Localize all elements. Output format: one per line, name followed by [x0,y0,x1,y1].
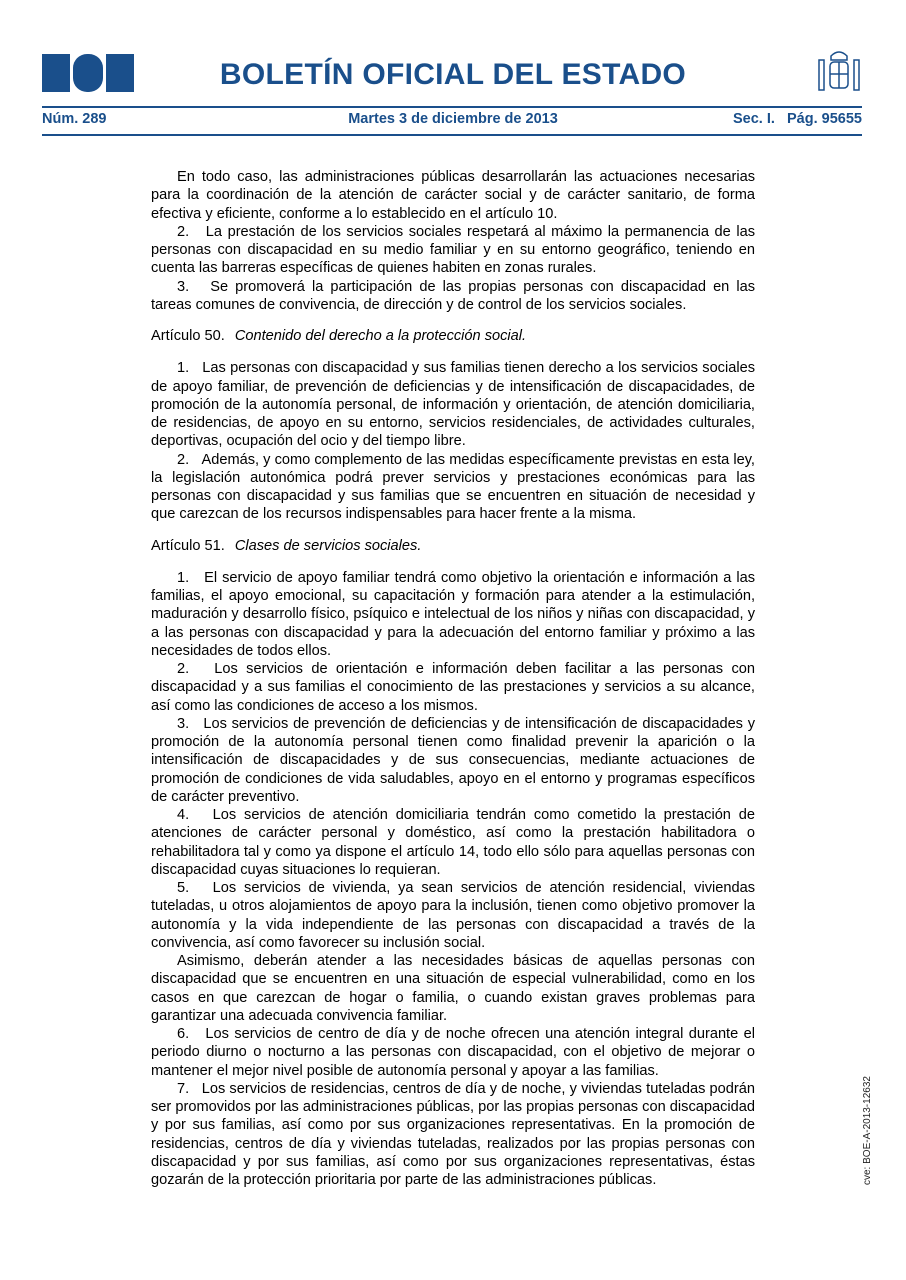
article-number: Artículo 50. [151,328,225,344]
article-number: Artículo 51. [151,537,225,554]
cve-identifier: cve: BOE-A-2013-12632 [862,1076,873,1185]
paragraph: 5. Los servicios de vivienda, ya sean servicios de atención residencial, viviendas tuteladas, u otros alojamientos de apoyo para la inclusión, tienen como objetivo promover la autonomía y la vida independiente de las personas con discapacidad a través de la convivencia, así como favorecer su inclusión social. [151,880,755,951]
paragraph: 3. Se promoverá la participación de las propias personas con discapacidad en las tareas comunes de convivencia, de dirección y de control de los servicios sociales. [151,278,755,313]
paragraph: 4. Los servicios de atención domiciliaria tendrán como cometido la prestación de atenciones de carácter personal y doméstico, así como la prestación habilitadora o rehabilitadora tal y como ya dispone el artículo 14, todo ello sólo para aquellas personas con discapacidad cuyas situaciones lo requieran. [151,807,755,878]
paragraph: 7. Los servicios de residencias, centros de día y de noche, y viviendas tuteladas podrán ser promovidos por las administraciones públicas, por las propias personas con discapacidad y por sus familias, así como por sus organizaciones representativas. En la promoción de residencias, centros de día y viviendas tuteladas, realizados por las propias personas con discapacidad y por sus familias, así como por sus organizaciones representativas, éstas gozarán de la protección prioritaria por parte de las administraciones públicas. [151,1080,755,1188]
paragraph: 1. Las personas con discapacidad y sus familias tienen derecho a los servicios sociales de apoyo familiar, de prevención de deficiencias y de intensificación de discapacidades, de promoción de la autonomía personal, de información y orientación, de atención domiciliaria, de residencias, de apoyo en su entorno, servicios residenciales, de actividades culturales, deportivas, ocupación del ocio y del tiempo libre. [151,360,755,450]
page-title: BOLETÍN OFICIAL DEL ESTADO [219,58,687,91]
article-51-heading [151,537,755,555]
paragraph: 6. Los servicios de centro de día y de noche ofrecen una atención integral durante el periodo diurno o nocturno a las personas con discapacidad, con el objetivo de mejorar o mantener el mejor nivel posible de autonomía personal y apoyar a las familias. [151,1026,755,1079]
section-page [733,111,862,127]
article-title: Clases de servicios sociales. [234,537,422,554]
paragraph: 2. Además, y como complemento de las medidas específicamente previstas en esta ley, la legislación autonómica podrá prever servicios y prestaciones económicas para las personas con discapacidad y sus familias que se encuentren en situación de necesidad y que carezcan de los recursos indispensables para hacer frente a la misma. [151,451,755,523]
section: Sec. I. [733,111,775,127]
coat-of-arms-icon [816,46,862,96]
paragraph: 1. El servicio de apoyo familiar tendrá como objetivo la orientación e información a las familias, el apoyo emocional, su capacitación y formación para atender a la estimulación, maduración y desarrollo físico, psíquico e intelectual de los niños y niñas con discapacidad, y a las personas con discapacidad y para la adecuación del entorno familiar y próximo a las necesidades de todos ellos. [151,569,755,659]
issue-number: Núm. 289 [42,111,107,127]
paragraph: Asimismo, deberán atender a las necesidades básicas de aquellas personas con discapacidad que se encuentren en una situación de especial vulnerabilidad, como en los casos en que carezcan de hogar o familia, o cuando existan graves problemas para garantizar una adecuada convivencia familiar. [151,953,755,1024]
paragraph: 3. Los servicios de prevención de deficiencias y de intensificación de discapacidades y promoción de la autonomía personal tienen como finalidad prevenir la aparición o la intensificación de discapacidades y de sus consecuencias, mediante actuaciones de promoción de condiciones de vida saludables, apoyo en el entorno y programas específicos de carácter preventivo. [151,715,755,805]
article-50-heading [151,327,755,345]
article-title: Contenido del derecho a la protección social. [234,328,527,344]
page-number: Pág. 95655 [787,111,862,127]
header-rule-top [42,106,862,108]
document-body [151,168,755,1189]
issue-date: Martes 3 de diciembre de 2013 [348,111,558,127]
paragraph: 2. La prestación de los servicios sociales respetará al máximo la permanencia de las personas con discapacidad en su medio familiar y en su entorno geográfico, teniendo en cuenta las barreras específicas de quienes habiten en zonas rurales. [151,223,755,277]
paragraph: En todo caso, las administraciones públicas desarrollarán las actuaciones necesarias para la coordinación de la atención de carácter social y de carácter sanitario, de forma efectiva y eficiente, conforme a lo establecido en el artículo 10. [151,169,755,222]
paragraph: 2. Los servicios de orientación e información deben facilitar a las personas con discapacidad y a sus familias el conocimiento de las prestaciones y servicios a su alcance, así como las condiciones de acceso a los mismos. [151,661,755,714]
header-rule-bottom [42,134,862,136]
